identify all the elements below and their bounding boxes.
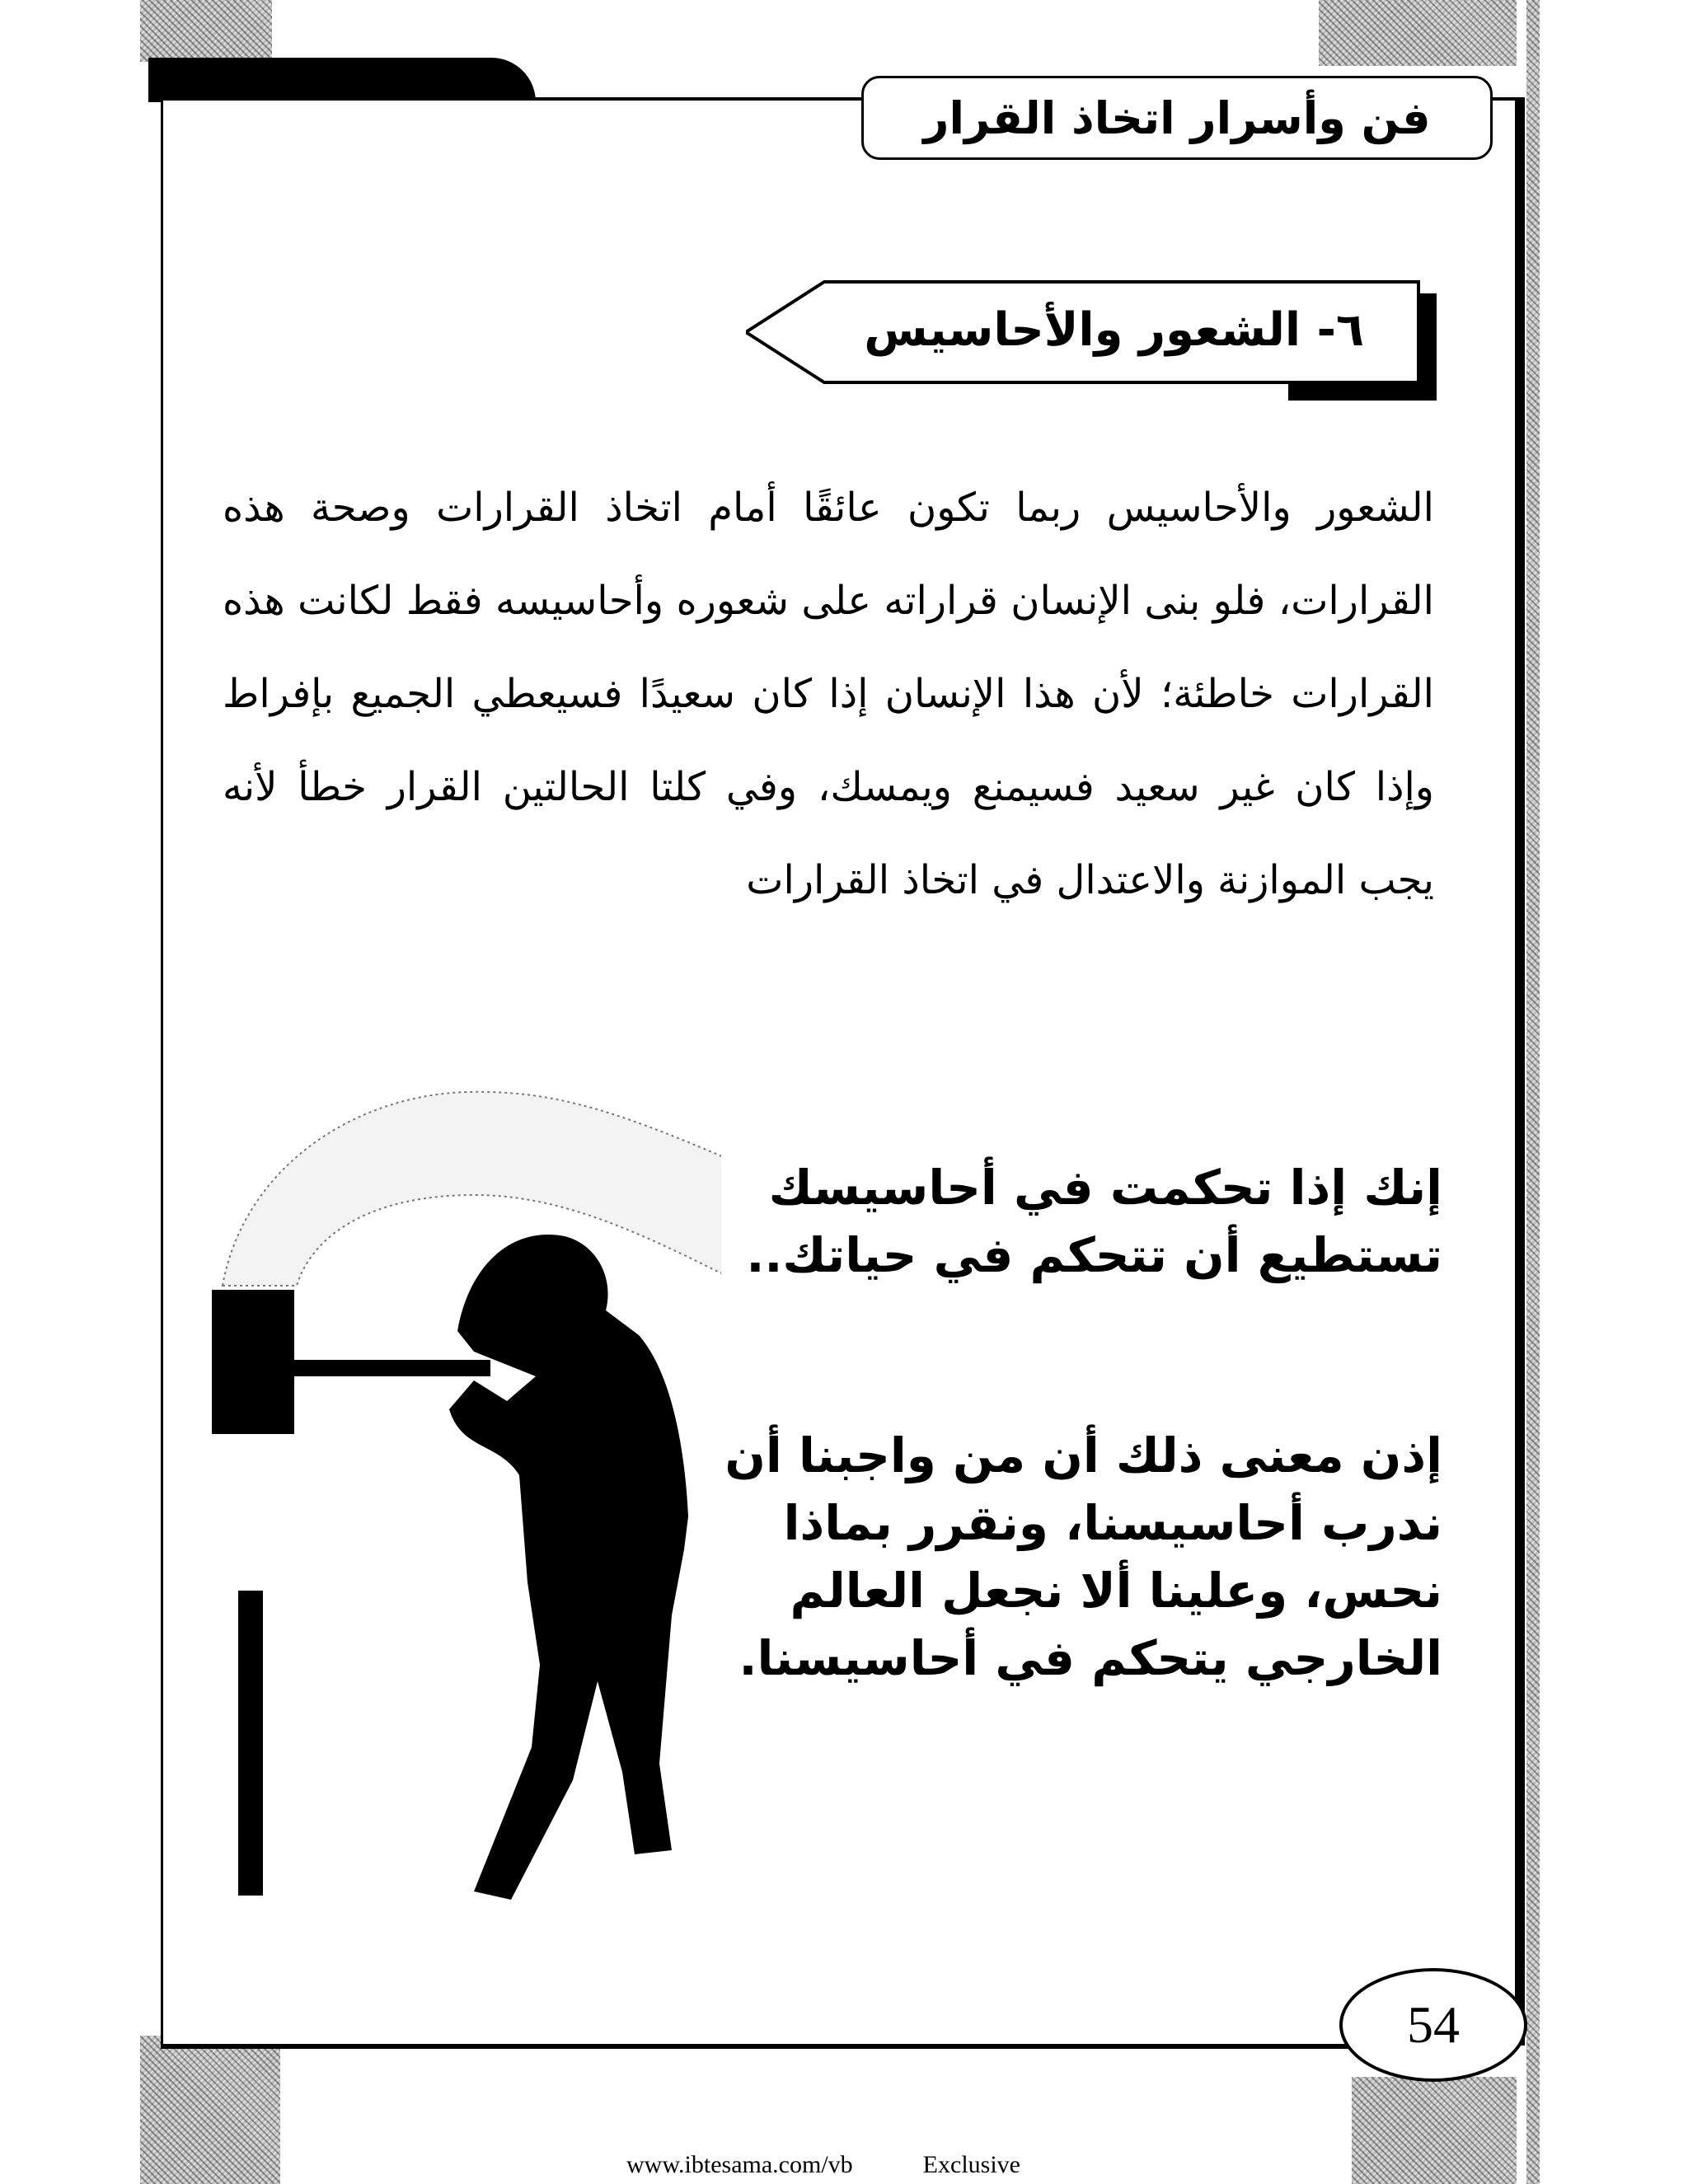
scan-edge-bottom-right [1352,2077,1517,2184]
book-title: فن وأسرار اتخاذ القرار [923,91,1431,144]
scan-edge-top-right [1319,0,1517,66]
quote-2: إذن معنى ذلك أن من واجبنا أن ندرب أحاسيسنا، ونقرر بماذا نحس، وعلينا ألا نجعل العالم الخارجي يتحكم في أحاسيسنا. [724,1427,1442,1686]
section-title: ٦- الشعور والأحاسيس [864,303,1364,357]
scan-edge-top-left [140,0,272,62]
body-paragraph: الشعور والأحاسيس ربما تكون عائقًا أمام اتخاذ القرارات وصحة هذه القرارات، فلو بنى الإنسان قراراته على شعوره وأحاسيسه فقط لكانت هذه القرارات خاطئة؛ لأن هذا الإنسان إذا كان سعيدًا فسيعطي الجميع بإفراط وإذا كان غير سعيد فسيمنع ويمسك، وفي كلتا الحالتين القرار خطأ لأنه يجب الموازنة والاعتدال في اتخاذ القرارات [223,485,1435,903]
top-corner-bar [148,58,536,102]
man-pushing-arch-icon [210,1088,721,1912]
section-heading [746,279,1422,386]
book-title-box [861,76,1493,160]
footer-label: Exclusive [922,2151,1020,2178]
page-number-badge [1339,1968,1527,2082]
page-number: 54 [1407,1995,1460,2054]
quote-1: إنك إذا تحكمت في أحاسيسك تستطيع أن تتحكم في حياتك.. [746,1160,1442,1283]
scan-edge-right [1526,0,1540,2184]
footer-url: www.ibtesama.com/vb [626,2151,853,2178]
scan-edge-bottom-left [140,2036,280,2184]
footer [626,2151,1020,2179]
